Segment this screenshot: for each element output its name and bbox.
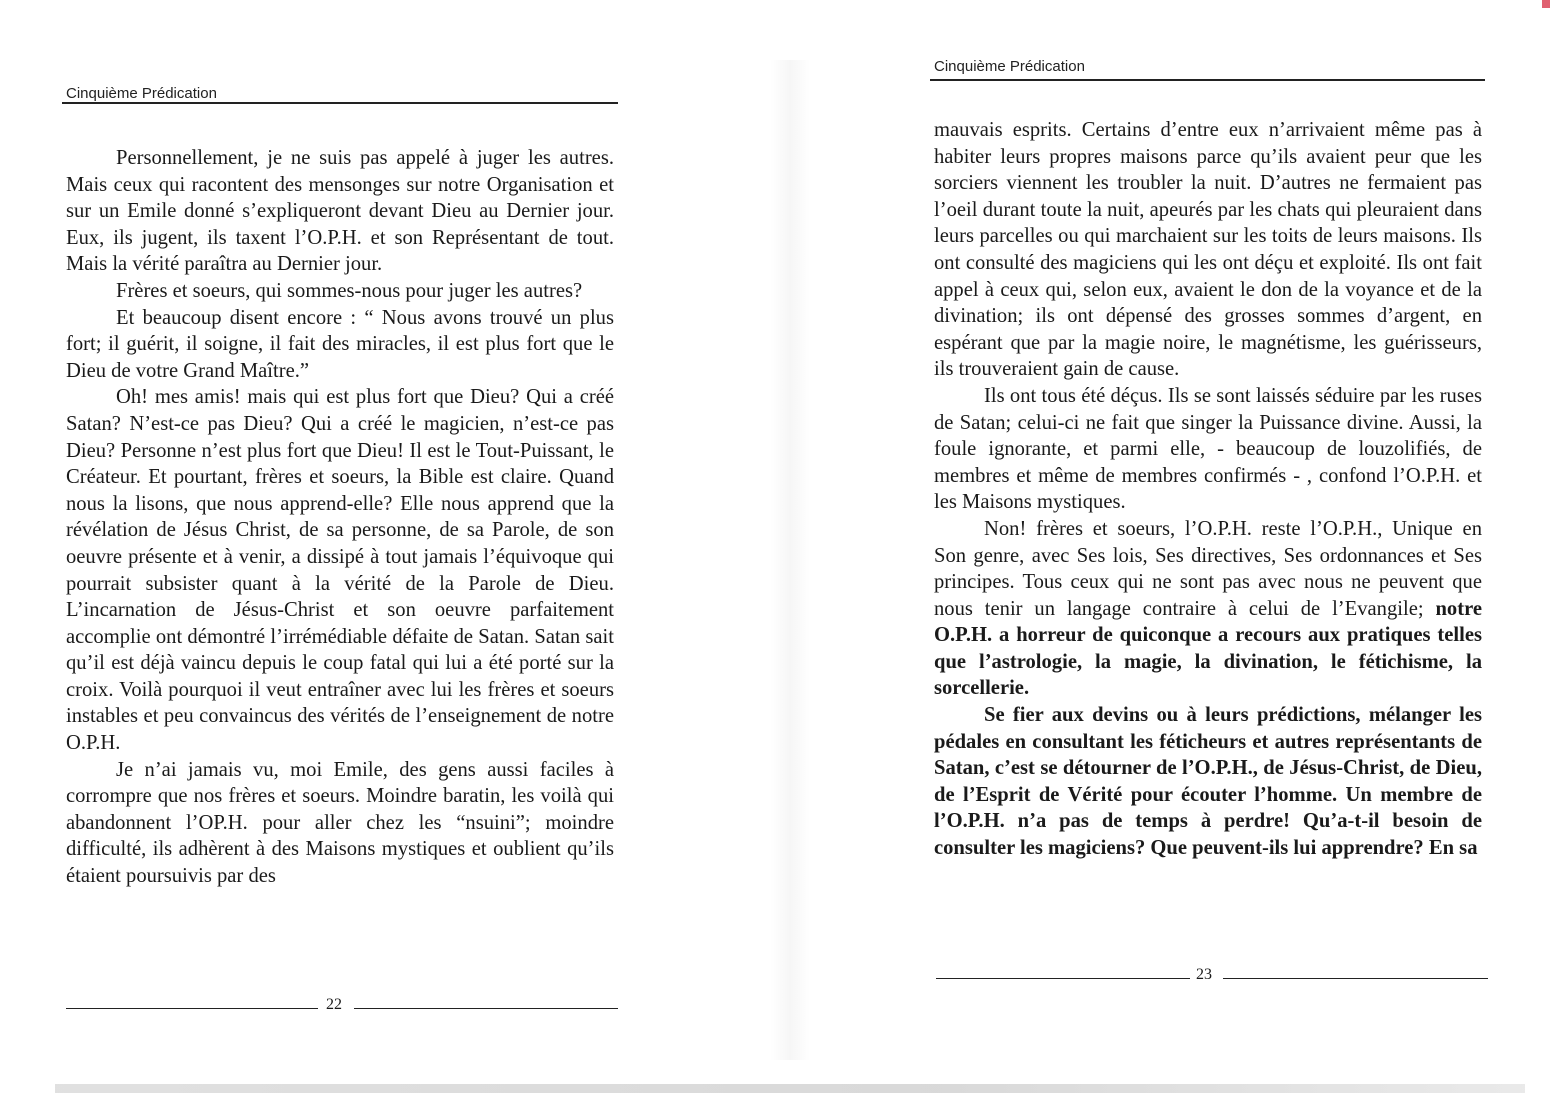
- paragraph-text: Non! frères et soeurs, l’O.P.H. reste l’O.P.H., Unique en Son genre, avec Ses lois, Ses directives, Ses ordonnances et Ses principes. Tous ceux qui ne sont pas avec nous ne peuvent que nous tenir un langage contraire à celui de l’Evangile;: [934, 517, 1482, 620]
- header-rule: [930, 79, 1485, 81]
- header-rule: [62, 102, 618, 104]
- right-page-body: [934, 117, 1482, 862]
- paragraph: Ils ont tous été déçus. Ils se sont laissés séduire par les ruses de Satan; celui-ci ne fait que singer la Puissance divine. Aussi, la foule ignorante, et parmi elle, - beaucoup de louzolifiés, de membres et même de membres confirmés - , confond l’O.P.H. et les Maisons mystiques.: [934, 384, 1482, 514]
- page-footer: [66, 996, 618, 1016]
- footer-rule-left: [66, 1008, 318, 1009]
- paragraph: [934, 516, 1482, 702]
- paragraph: Personnellement, je ne suis pas appelé à juger les autres. Mais ceux qui racontent des mensonges sur notre Organisation et sur un Emile donné s’expliqueront devant Dieu au Dernier jour. Eux, ils jugent, ils taxent l’O.P.H. et son Représentant de tout. Mais la vérité paraîtra au Dernier jour.: [66, 147, 614, 276]
- page-number: 23: [1196, 966, 1212, 983]
- paragraph: Et beaucoup disent encore : “ Nous avons trouvé un plus fort; il guérit, il soigne, il fait des miracles, il est plus fort que le Dieu de votre Grand Maître.”: [66, 306, 614, 382]
- paragraph: mauvais esprits. Certains d’entre eux n’arrivaient même pas à habiter leurs propres maisons parce qu’ils avaient peur que les sorciers viennent les troubler la nuit. D’autres ne fermaient pas l’oeil durant toute la nuit, apeurés par les chats qui pleuraient dans leurs parcelles ou qui marchaient sur les toits de leurs maisons. Ils ont consulté des magiciens qui les ont déçu et exploité. Ils ont fait appel à ceux qui, selon eux, avaient le don de la voyance et de la divination; ils ont dépensé des grosses sommes d’argent, en espérant que par la magie noire, le magnétisme, les guérisseurs, ils trouveraient gain de cause.: [934, 119, 1482, 381]
- running-head: Cinquième Prédication: [66, 85, 217, 102]
- footer-rule-left: [936, 978, 1190, 979]
- left-page-body: [66, 145, 614, 890]
- paragraph: Je n’ai jamais vu, moi Emile, des gens aussi faciles à corrompre que nos frères et soeurs. Moindre baratin, les voilà qui abandonnent l’OP.H. pour aller chez les “nsuini”; moindre difficulté, ils adhèrent à des Maisons mystiques et oublient qu’ils étaient poursuivis par des: [66, 758, 614, 888]
- left-page: [0, 0, 770, 1099]
- right-page: [780, 0, 1550, 1099]
- running-head: Cinquième Prédication: [934, 58, 1085, 75]
- emphasis-text: Se fier aux devins ou à leurs prédictions, mélanger les pédales en consultant les féticheurs et autres représentants de Satan, c’est se détourner de l’O.P.H., de Jésus-Christ, de Dieu, de l’Esprit de Vérité pour écouter l’homme. Un membre de l’O.P.H. n’a pas de temps à perdre! Qu’a-t-il besoin de consulter les magiciens? Que peuvent-ils lui apprendre? En sa: [934, 704, 1482, 860]
- footer-rule-right: [354, 1008, 618, 1009]
- emphasis-text: notre O.P.H. a horreur de quiconque a recours aux pratiques telles que l’astrologie, la magie, la divination, le fétichisme, la sorcellerie.: [934, 597, 1482, 700]
- footer-rule-right: [1223, 978, 1488, 979]
- paragraph: [934, 702, 1482, 862]
- page-number: 22: [326, 996, 342, 1013]
- page-footer: [936, 966, 1488, 986]
- paragraph: Frères et soeurs, qui sommes-nous pour juger les autres?: [116, 279, 583, 302]
- paragraph: Oh! mes amis! mais qui est plus fort que Dieu? Qui a créé Satan? N’est-ce pas Dieu? Qui a créé le magicien, n’est-ce pas Dieu? Personne n’est plus fort que Dieu! Il est le Tout-Puissant, le Créateur. Et pourtant, frères et soeurs, la Bible est claire. Quand nous la lisons, que nous apprend-elle? Elle nous apprend que la révélation de Jésus Christ, de sa personne, de sa Parole, de son oeuvre présente et à venir, a dissipé à tout jamais l’équivoque qui pourrait subsister quant à la vérité de la Parole de Dieu. L’incarnation de Jésus-Christ et son oeuvre parfaitement accomplie ont démontré l’irrémédiable défaite de Satan. Satan sait qu’il est déjà vaincu depuis le coup fatal qui lui a été porté sur la croix. Voilà pourquoi il veut entraîner avec lui les frères et soeurs instables et peu convaincus des vérités de l’enseignement de notre O.P.H.: [66, 386, 614, 755]
